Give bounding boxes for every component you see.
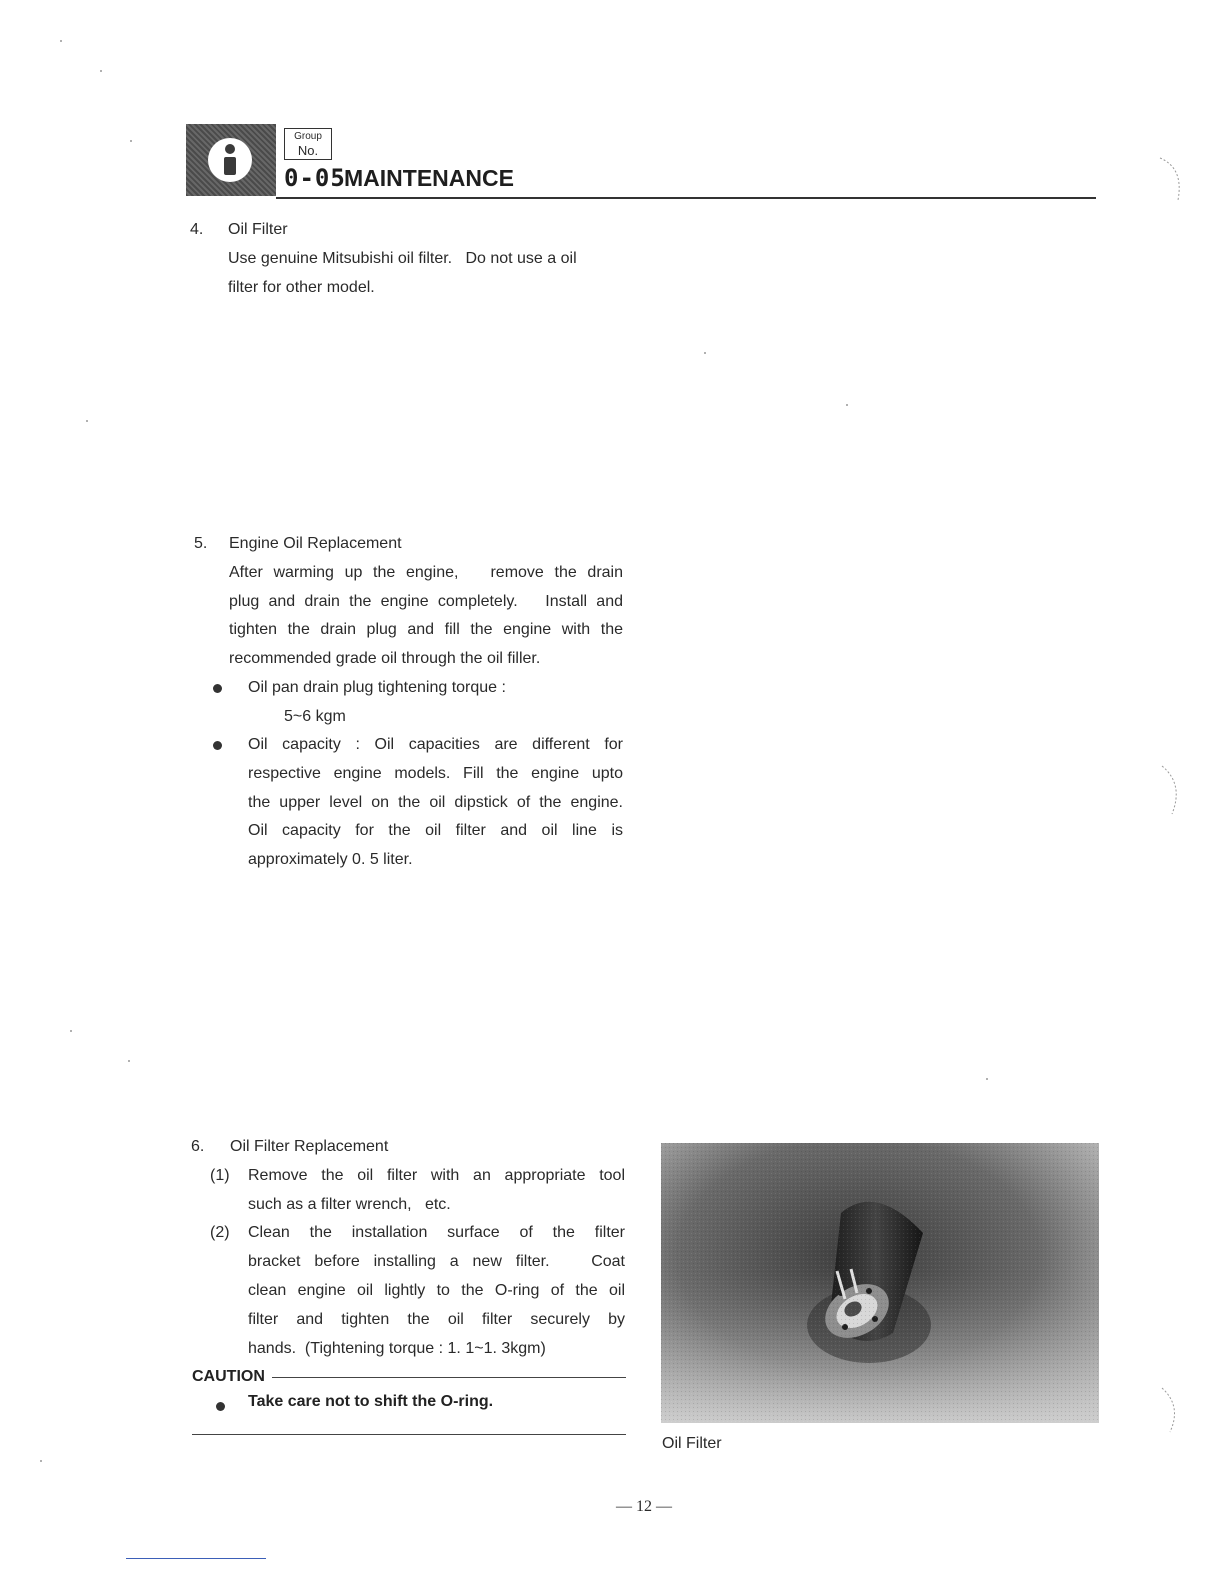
section-5-line-3: tighten the drain plug and fill the engine with the xyxy=(229,621,623,639)
section-5-number: 5. xyxy=(194,535,208,552)
scan-artifact xyxy=(1150,150,1190,210)
caution-bottom-divider xyxy=(192,1434,626,1435)
page-title: MAINTENANCE xyxy=(344,165,514,191)
scan-speck xyxy=(704,352,706,354)
header-divider xyxy=(276,197,1096,199)
scan-speck xyxy=(70,1030,72,1032)
scan-artifact xyxy=(1150,1382,1190,1442)
section-6-title: Oil Filter Replacement xyxy=(230,1138,389,1155)
caution-divider xyxy=(272,1377,626,1378)
oil-capacity-line-5: approximately 0. 5 liter. xyxy=(248,851,413,869)
group-info-badge xyxy=(186,124,276,196)
oil-capacity-line-4: Oil capacity for the oil filter and oil line is xyxy=(248,822,623,840)
scan-speck xyxy=(130,140,132,142)
section-5-line-1: After warming up the engine, remove the drain xyxy=(229,563,623,581)
oil-filter-image xyxy=(661,1143,1099,1423)
step-2-marker: (2) xyxy=(210,1224,230,1242)
section-4-line-1: Use genuine Mitsubishi oil filter. Do not use a oil xyxy=(228,249,577,267)
step-2-line-2: bracket before installing a new filter. Coat xyxy=(248,1253,625,1271)
torque-value: 5~6 kgm xyxy=(284,707,346,725)
step-2-line-1: Clean the installation surface of the filter xyxy=(248,1224,625,1242)
scan-speck xyxy=(128,1060,130,1062)
torque-label: Oil pan drain plug tightening torque : xyxy=(248,679,506,696)
group-label: Group xyxy=(294,131,322,142)
oil-capacity-line-2: respective engine models. Fill the engine upto xyxy=(248,764,623,782)
bullet-icon xyxy=(213,741,222,750)
scan-artifact xyxy=(1150,760,1190,820)
section-4-number: 4. xyxy=(190,221,204,238)
section-6-number: 6. xyxy=(191,1138,205,1155)
scan-speck xyxy=(100,70,102,72)
scan-edge-line xyxy=(126,1558,266,1559)
section-5-line-4: recommended grade oil through the oil filler. xyxy=(229,650,541,668)
section-5-title: Engine Oil Replacement xyxy=(229,535,402,552)
scan-speck xyxy=(846,404,848,406)
group-number-box xyxy=(284,128,332,160)
step-2-line-5: hands. (Tightening torque : 1. 1~1. 3kgm) xyxy=(248,1339,546,1357)
step-1-line-1: Remove the oil filter with an appropriate tool xyxy=(248,1166,625,1184)
section-4-line-2: filter for other model. xyxy=(228,278,375,296)
caution-text: Take care not to shift the O-ring. xyxy=(248,1393,494,1410)
section-4-title: Oil Filter xyxy=(228,221,288,238)
step-2-line-3: clean engine oil lightly to the O-ring of the oil xyxy=(248,1282,625,1299)
bullet-icon xyxy=(213,684,222,693)
step-2-line-4: filter and tighten the oil filter securely by xyxy=(248,1310,625,1328)
photo-caption: Oil Filter xyxy=(662,1435,722,1452)
step-1-line-2: such as a filter wrench, etc. xyxy=(248,1195,451,1213)
oil-filter-photo xyxy=(661,1143,1099,1423)
oil-capacity-line-3: the upper level on the oil dipstick of the engine. xyxy=(248,793,623,811)
group-code: 0-05 xyxy=(284,164,346,192)
scan-speck xyxy=(986,1078,988,1080)
scan-speck xyxy=(86,420,88,422)
page-number: — 12 — xyxy=(616,1498,672,1515)
step-1-marker: (1) xyxy=(210,1166,230,1184)
section-5-line-2: plug and drain the engine completely. Install and xyxy=(229,592,623,610)
no-label: No. xyxy=(297,143,319,158)
scan-speck xyxy=(40,1460,42,1462)
caution-label: CAUTION xyxy=(192,1368,265,1385)
bullet-icon xyxy=(216,1402,225,1411)
scan-speck xyxy=(60,40,62,42)
info-icon xyxy=(206,136,254,184)
oil-capacity-line-1: Oil capacity : Oil capacities are different for xyxy=(248,736,623,753)
